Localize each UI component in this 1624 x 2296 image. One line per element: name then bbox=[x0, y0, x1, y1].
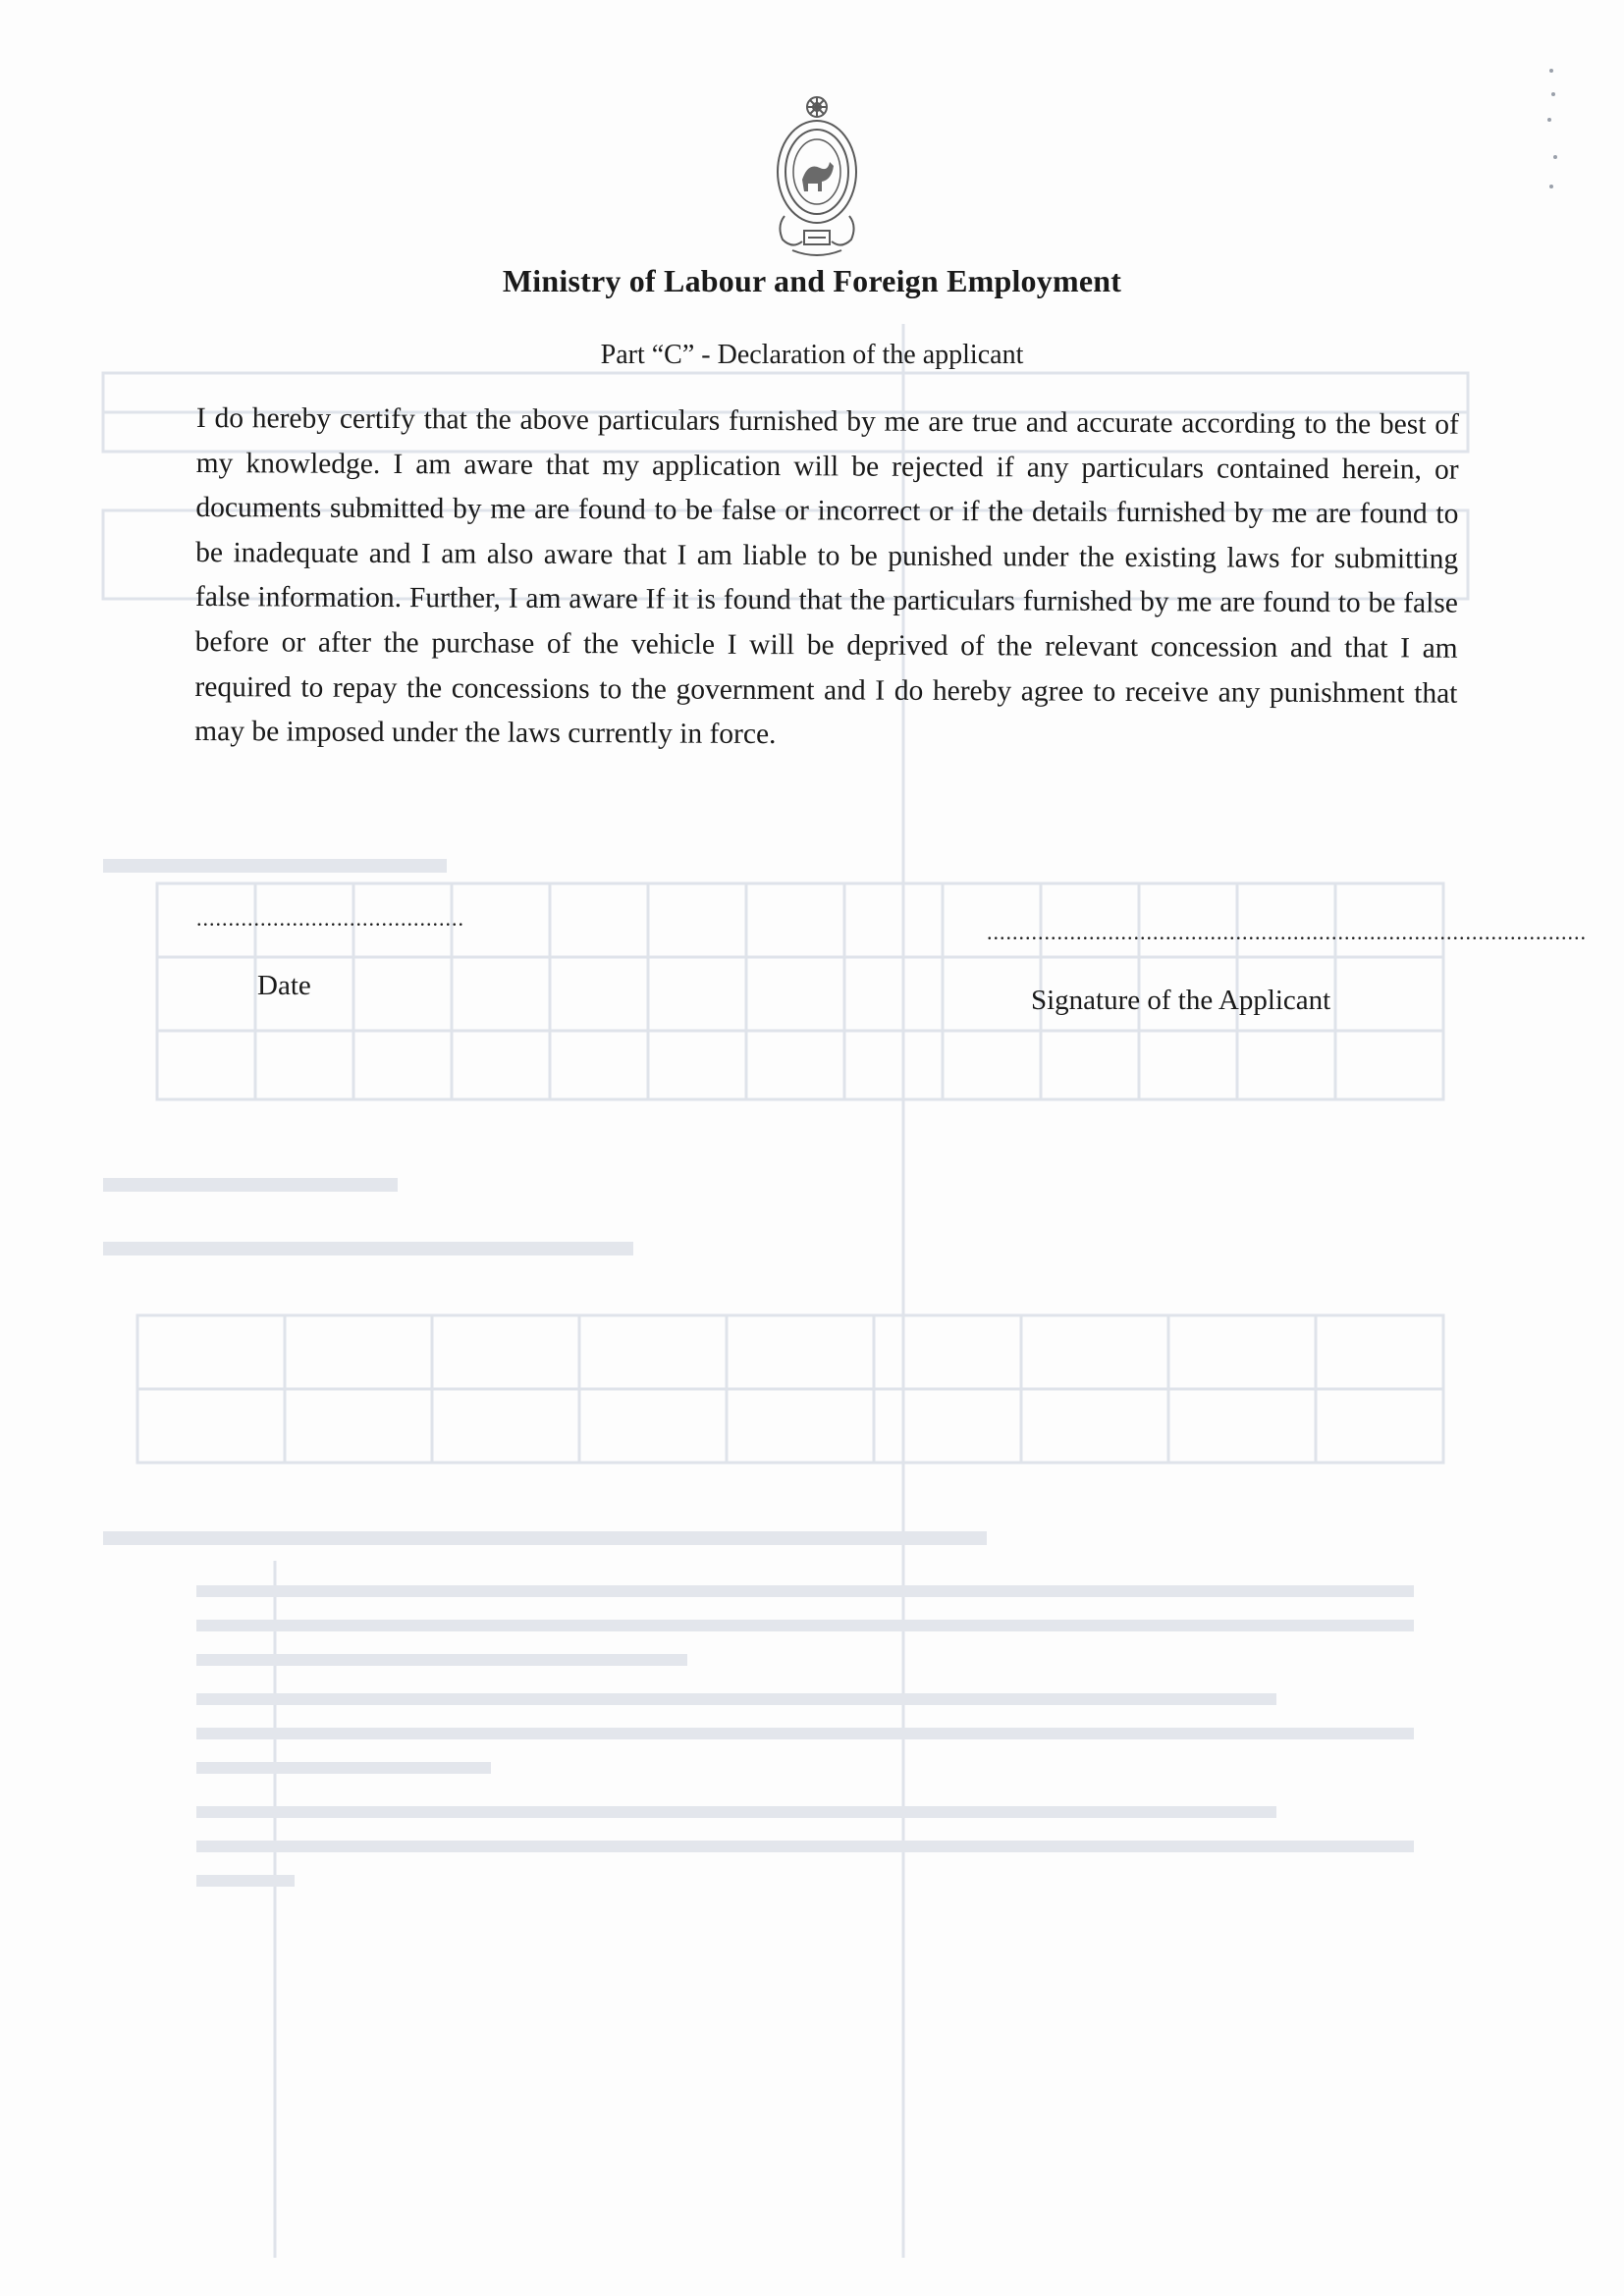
date-label: Date bbox=[257, 970, 311, 1001]
scan-marks bbox=[1532, 59, 1571, 206]
date-line: .......................................... bbox=[196, 906, 464, 931]
part-title: Part “C” - Declaration of the applicant bbox=[600, 340, 1024, 370]
signature-label: Signature of the Applicant bbox=[1031, 985, 1331, 1016]
sri-lanka-emblem-icon bbox=[773, 93, 861, 265]
signature-line: .............................................................................................. bbox=[987, 920, 1587, 944]
declaration-paragraph: I do hereby certify that the above particulars furnished by me are true and accurate according to the best of my knowledge. I am aware that my application will be rejected if any particulars contained herein, or documents submitted by me are found to be false or incorrect or if the details furnished by me are found to be inadequate and I am also aware that I am liable to be punished under the existing laws for submitting false information. Further, I am aware If it is found that the particulars furnished by me are found to be false before or after the purchase of the vehicle I will be deprived of the relevant concession and that I am required to repay the concessions to the government and I do hereby agree to receive any punishment that may be imposed under the laws currently in force. bbox=[194, 401, 1459, 751]
ministry-title: Ministry of Labour and Foreign Employment bbox=[502, 263, 1122, 298]
